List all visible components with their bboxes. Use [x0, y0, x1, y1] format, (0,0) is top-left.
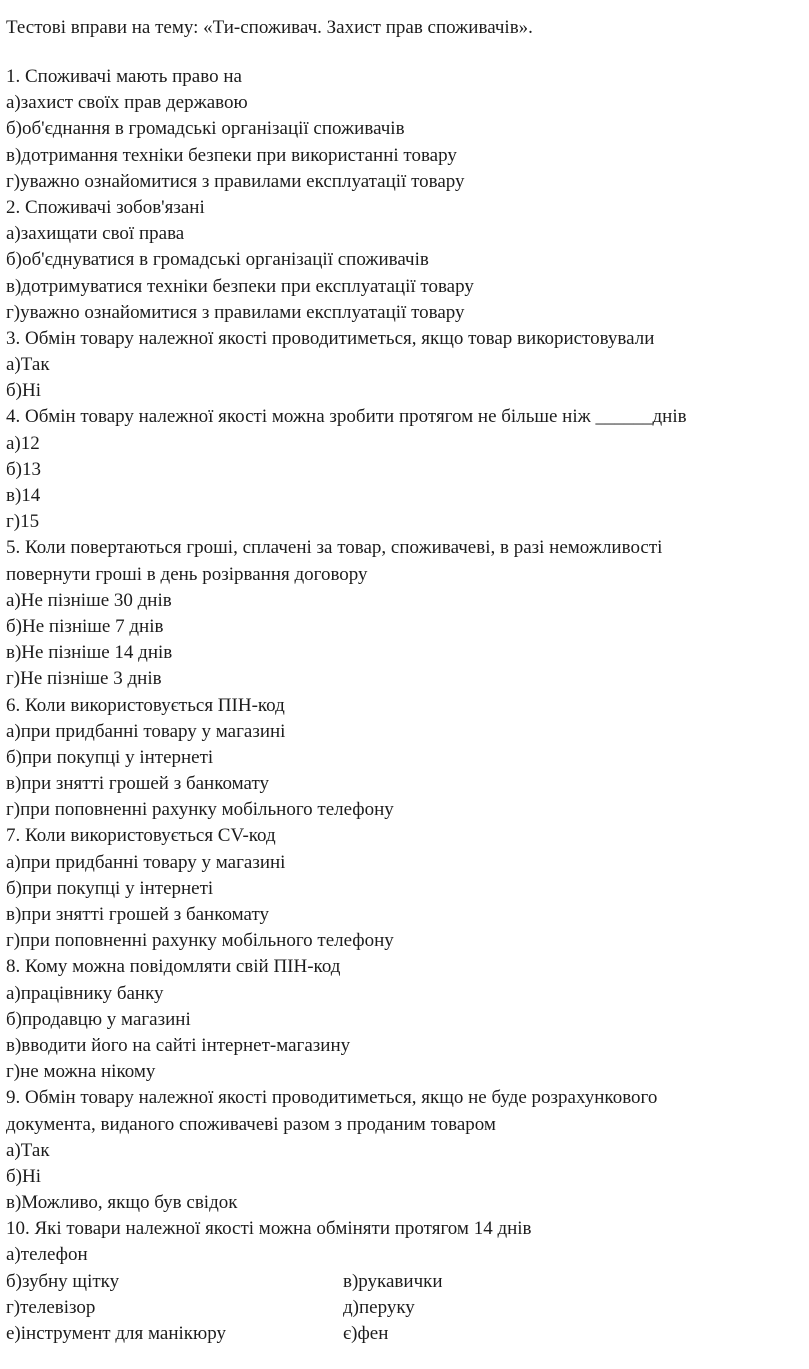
answer-option: в)рукавички — [343, 1270, 443, 1292]
question-2-text: 2. Споживачі зобов'язані — [6, 196, 205, 218]
answer-option: в)Не пізніше 14 днів — [6, 642, 173, 664]
answer-option: г)не можна нікому — [6, 1061, 156, 1083]
question-list — [6, 64, 809, 1347]
answer-option: г)15 — [6, 511, 40, 533]
answer-option: а)захищати свої права — [6, 223, 185, 245]
document-title: Тестові вправи на тему: «Ти-споживач. Захист прав споживачів». — [6, 17, 533, 38]
question-9-text: 9. Обмін товару належної якості проводитиметься, якщо не буде розрахункового — [6, 1087, 658, 1109]
answer-option: а)працівнику банку — [6, 982, 164, 1004]
answer-option: а)при придбанні товару у магазині — [6, 720, 286, 742]
question-1-text: 1. Споживачі мають право на — [6, 66, 242, 87]
answer-option: г)телевізор — [6, 1296, 96, 1318]
answer-option: б)продавцю у магазині — [6, 1008, 191, 1030]
answer-option: в)дотримання техніки безпеки при використанні товару — [6, 144, 457, 166]
answer-option: а)12 — [6, 432, 40, 454]
answer-option: б)об'єднання в громадські організації споживачів — [6, 118, 405, 140]
answer-option: е)інструмент для манікюру — [6, 1323, 226, 1344]
answer-option: а)захист своїх прав державою — [6, 92, 248, 114]
answer-option: а)Так — [6, 354, 50, 376]
answer-option: б)Не пізніше 7 днів — [6, 615, 164, 637]
answer-option-pair — [6, 1269, 809, 1295]
answer-option: а)при придбанні товару у магазині — [6, 851, 286, 873]
answer-option: б)об'єднуватися в громадські організації споживачів — [6, 249, 429, 271]
answer-option: а)Не пізніше 30 днів — [6, 589, 172, 611]
answer-option: б)зубну щітку — [6, 1270, 120, 1292]
question-5-text-continued: повернути гроші в день розірвання договору — [6, 563, 368, 585]
answer-option: б)13 — [6, 458, 41, 480]
answer-option: г)при поповненні рахунку мобільного телефону — [6, 799, 394, 821]
answer-option-pair — [6, 1295, 809, 1321]
question-4-text: 4. Обмін товару належної якості можна зробити протягом не більше ніж ______днів — [6, 406, 687, 428]
answer-option: є)фен — [343, 1323, 389, 1344]
answer-option: г)уважно ознайомитися з правилами експлуатації товару — [6, 301, 465, 323]
answer-option: г)уважно ознайомитися з правилами експлуатації товару — [6, 170, 465, 192]
question-8-text: 8. Кому можна повідомляти свій ПІН-код — [6, 956, 341, 978]
answer-option: б)при покупці у інтернеті — [6, 746, 214, 768]
answer-option: в)14 — [6, 485, 41, 506]
answer-option: а)телефон — [6, 1244, 88, 1266]
question-7-text: 7. Коли використовується CV-код — [6, 825, 276, 847]
answer-option: г)Не пізніше 3 днів — [6, 668, 162, 690]
question-3-text: 3. Обмін товару належної якості проводитиметься, якщо товар використовували — [6, 327, 655, 349]
answer-option: а)Так — [6, 1139, 50, 1161]
answer-option: в)вводити його на сайті інтернет-магазину — [6, 1034, 351, 1056]
question-6-text: 6. Коли використовується ПІН-код — [6, 694, 285, 716]
answer-option: г)при поповненні рахунку мобільного телефону — [6, 930, 394, 952]
question-5-text: 5. Коли повертаються гроші, сплачені за товар, споживачеві, в разі неможливості — [6, 537, 663, 559]
answer-option: в)дотримуватися техніки безпеки при експлуатації товару — [6, 275, 474, 297]
answer-option: в)при знятті грошей з банкомату — [6, 904, 270, 925]
question-9-text-continued: документа, виданого споживачеві разом з проданим товаром — [6, 1113, 496, 1135]
answer-option: б)Ні — [6, 1165, 41, 1187]
question-10-text: 10. Які товари належної якості можна обміняти протягом 14 днів — [6, 1218, 532, 1240]
answer-option: б)при покупці у інтернеті — [6, 877, 214, 899]
answer-option: в)при знятті грошей з банкомату — [6, 773, 270, 795]
answer-option: в)Можливо, якщо був свідок — [6, 1192, 238, 1214]
answer-option: д)перуку — [343, 1296, 415, 1318]
answer-option: б)Ні — [6, 380, 41, 402]
answer-option-pair — [6, 1321, 809, 1347]
